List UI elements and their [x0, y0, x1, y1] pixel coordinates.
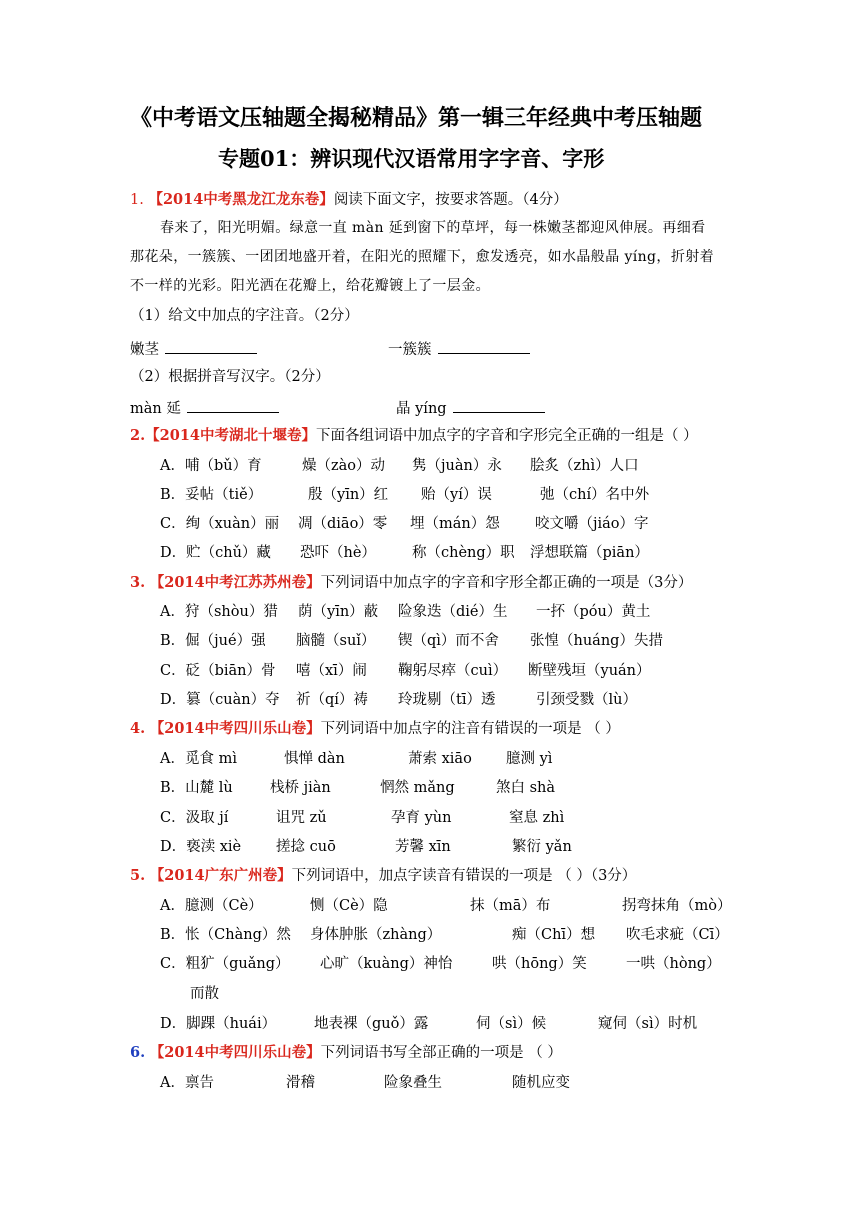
question-source: 【2014中考四川乐山卷】 — [149, 1044, 321, 1061]
option-text: D．脚踝（huái） — [160, 1016, 277, 1032]
option-continuation: 而散 — [190, 986, 219, 1002]
question-source: 【2014广东广州卷】 — [149, 867, 292, 884]
question-source: 【2014中考黑龙江龙东卷】 — [148, 191, 334, 208]
question-source: 【2014中考江苏苏州卷】 — [149, 574, 321, 591]
option-text: 伺（sì）候 — [476, 1016, 547, 1032]
question-4-header — [130, 720, 620, 738]
option-text: 芳馨 xīn — [395, 839, 451, 855]
question-5-header — [130, 867, 636, 885]
question-number: 2. — [130, 427, 146, 444]
option-text: C．汲取 jí — [160, 810, 229, 826]
option-text: 诅咒 zǔ — [276, 810, 327, 826]
option-text: C．粗犷（guǎng） — [160, 956, 290, 972]
option-text: 祈（qí）祷 — [296, 692, 368, 708]
question-stem: 下面各组词语中加点字的字音和字形完全正确的一组是（ ） — [316, 428, 698, 444]
option-text: B．怅（Chàng）然 — [160, 927, 291, 943]
option-text: 脑髓（suǐ） — [296, 633, 376, 649]
option-text: 埋（mán）怨 — [410, 516, 500, 532]
option-text: 凋（diāo）零 — [298, 516, 388, 532]
sub-question: （2）根据拼音写汉字。（2分） — [130, 369, 330, 385]
question-source: 【2014中考湖北十堰卷】 — [145, 427, 316, 444]
option-text: A．禀告 — [160, 1075, 214, 1091]
question-number: 5. — [130, 867, 146, 884]
option-text: 贻（yí）误 — [421, 487, 492, 503]
option-text: 鞠躬尽瘁（cuì） — [398, 663, 508, 679]
option-text: A．觅食 mì — [160, 751, 237, 767]
option-text: 臆测 yì — [506, 751, 553, 767]
passage-line: 不一样的光彩。阳光洒在花瓣上，给花瓣镀上了一层金。 — [130, 278, 490, 294]
option-text: 煞白 shà — [496, 780, 556, 796]
option-text: 惧惮 dàn — [284, 751, 345, 767]
option-text: 咬文嚼（jiáo）字 — [535, 516, 649, 532]
option-text: A．狩（shòu）猎 — [160, 604, 278, 620]
option-text: 脍炙（zhì）人口 — [530, 458, 639, 474]
option-text: 殷（yīn）红 — [308, 487, 389, 503]
option-text: 弛（chí）名中外 — [540, 487, 650, 503]
question-stem: 下列词语中加点字的注音有错误的一项是 （ ） — [320, 721, 620, 737]
option-text: 断壁残垣（yuán） — [528, 663, 651, 679]
option-text: 孕育 yùn — [391, 810, 452, 826]
answer-blank[interactable] — [165, 339, 257, 354]
option-text: 玲珑剔（tī）透 — [398, 692, 496, 708]
option-text: 栈桥 jiàn — [270, 780, 331, 796]
option-text: 一哄（hòng） — [626, 956, 721, 972]
question-1-header — [130, 191, 568, 209]
answer-prompt: 晶 yíng — [396, 401, 447, 417]
option-text: 浮想联篇（piān） — [530, 545, 649, 561]
answer-line — [130, 398, 279, 418]
option-text: 身体肿胀（zhàng） — [310, 927, 442, 943]
answer-prompt: màn 延 — [130, 401, 181, 417]
answer-line — [130, 339, 257, 359]
option-text: 萧索 xiāo — [408, 751, 472, 767]
answer-line — [388, 339, 530, 359]
option-text: 引颈受戮（lù） — [536, 692, 637, 708]
option-text: 心旷（kuàng）神怡 — [320, 956, 453, 972]
answer-blank[interactable] — [187, 398, 279, 413]
answer-prompt: 嫩茎 — [130, 342, 159, 358]
question-3-header — [130, 574, 692, 592]
question-number: 6. — [130, 1044, 146, 1061]
option-text: B．妥帖（tiě） — [160, 487, 263, 503]
option-text: 窒息 zhì — [509, 810, 565, 826]
question-stem: 下列词语书写全部正确的一项是 （ ） — [320, 1045, 562, 1061]
question-6-header — [130, 1044, 562, 1062]
question-stem: 下列词语中加点字的字音和字形全都正确的一项是（3分） — [320, 575, 693, 591]
question-2-header — [130, 427, 698, 445]
option-text: 窥伺（sì）时机 — [598, 1016, 698, 1032]
option-text: C．砭（biān）骨 — [160, 663, 276, 679]
option-text: 恻（Cè）隐 — [310, 898, 388, 914]
document-subtitle: 专题01：辨识现代汉语常用字字音、字形 — [218, 146, 605, 171]
option-text: D．篡（cuàn）夺 — [160, 692, 280, 708]
option-text: 繁衍 yǎn — [512, 839, 572, 855]
option-text: D．贮（chǔ）藏 — [160, 545, 271, 561]
document-title: 《中考语文压轴题全揭秘精品》第一辑三年经典中考压轴题 — [130, 105, 703, 131]
question-stem: 下列词语中，加点字读音有错误的一项是 （ ）（3分） — [291, 868, 637, 884]
answer-line — [396, 398, 545, 418]
option-text: 惘然 mǎng — [380, 780, 455, 796]
option-text: 险象迭（dié）生 — [398, 604, 508, 620]
passage-line: 那花朵，一簇簇、一团团地盛开着，在阳光的照耀下，愈发透亮，如水晶般晶 yíng，折射着 — [130, 249, 715, 265]
sub-question: （1）给文中加点的字注音。（2分） — [130, 308, 359, 324]
option-text: B．倔（jué）强 — [160, 633, 266, 649]
option-text: 痴（Chī）想 — [512, 927, 596, 943]
option-text: 称（chèng）职 — [412, 545, 515, 561]
question-number: 4. — [130, 720, 146, 737]
option-text: 燥（zào）动 — [302, 458, 386, 474]
passage-line: 春来了，阳光明媚。绿意一直 màn 延到窗下的草坪，每一株嫩茎都迎风伸展。再细看 — [160, 220, 706, 236]
option-text: 哄（hōng）笑 — [492, 956, 587, 972]
option-text: 隽（juàn）永 — [412, 458, 502, 474]
option-text: 随机应变 — [512, 1075, 570, 1091]
option-text: 恐吓（hè） — [300, 545, 376, 561]
option-text: B．山麓 lù — [160, 780, 233, 796]
option-text: 搓捻 cuō — [276, 839, 336, 855]
answer-blank[interactable] — [438, 339, 530, 354]
option-text: 嘻（xī）闹 — [296, 663, 367, 679]
answer-blank[interactable] — [453, 398, 545, 413]
option-text: 滑稽 — [286, 1075, 315, 1091]
question-stem: 阅读下面文字，按要求答题。（4分） — [333, 192, 568, 208]
option-text: A．哺（bǔ）育 — [160, 458, 262, 474]
option-text: 一抔（póu）黄土 — [536, 604, 651, 620]
option-text: 荫（yīn）蔽 — [298, 604, 379, 620]
option-text: 拐弯抹角（mò） — [622, 898, 732, 914]
option-text: 张惶（huáng）失措 — [530, 633, 663, 649]
question-source: 【2014中考四川乐山卷】 — [149, 720, 321, 737]
question-number: 1. — [130, 192, 144, 208]
answer-prompt: 一簇簇 — [388, 342, 432, 358]
option-text: 吹毛求疵（Cī） — [626, 927, 729, 943]
option-text: D．亵渎 xiè — [160, 839, 242, 855]
option-text: 地表裸（guǒ）露 — [314, 1016, 429, 1032]
option-text: C．绚（xuàn）丽 — [160, 516, 280, 532]
option-text: 险象叠生 — [384, 1075, 442, 1091]
option-text: 锲（qì）而不舍 — [398, 633, 499, 649]
option-text: 抹（mā）布 — [470, 898, 551, 914]
option-text: A．臆测（Cè） — [160, 898, 263, 914]
question-number: 3. — [130, 574, 146, 591]
